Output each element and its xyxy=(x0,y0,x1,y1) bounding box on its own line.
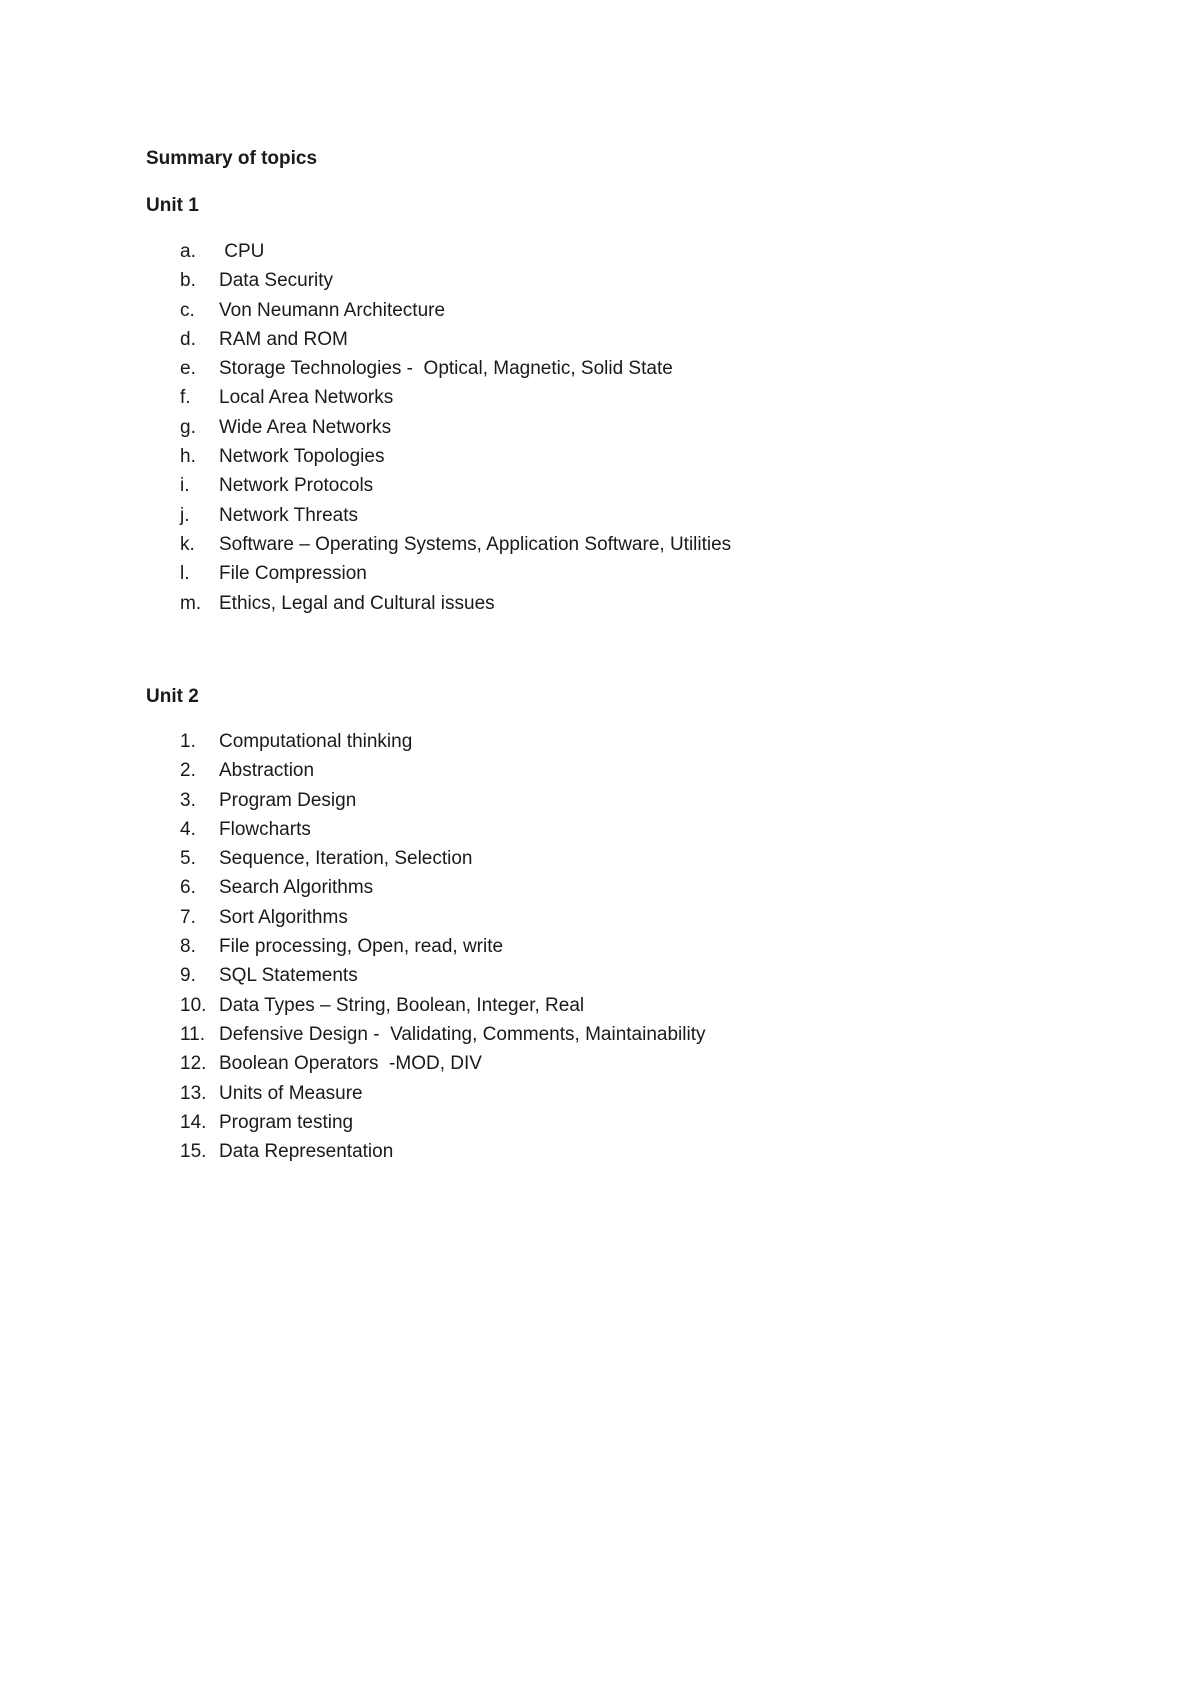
topic-text: Program testing xyxy=(219,1111,354,1133)
unit2-topic-item xyxy=(180,961,705,990)
topic-marker: 5. xyxy=(180,848,196,870)
topic-marker: b. xyxy=(180,270,196,292)
topic-marker: 10. xyxy=(180,994,207,1016)
unit1-topic-item xyxy=(180,325,731,354)
unit2-topic-item xyxy=(180,932,705,961)
unit2-topic-item xyxy=(180,1079,705,1108)
unit1-topic-item xyxy=(180,354,731,383)
topic-marker: 11. xyxy=(180,1023,206,1045)
topic-text: Wide Area Networks xyxy=(219,416,392,438)
unit2-topic-item xyxy=(180,844,705,873)
unit1-topic-item xyxy=(180,296,731,325)
topic-marker: h. xyxy=(180,446,196,468)
topic-text: Network Topologies xyxy=(219,446,385,468)
unit1-topic-list xyxy=(180,237,731,618)
unit2-heading: Unit 2 xyxy=(146,686,199,707)
unit2-topic-item xyxy=(180,727,705,756)
topic-marker: 8. xyxy=(180,936,196,958)
topic-text: Search Algorithms xyxy=(219,877,374,899)
document-title: Summary of topics xyxy=(146,148,318,169)
topic-marker: 6. xyxy=(180,877,196,899)
topic-marker: a. xyxy=(180,241,196,262)
topic-marker: e. xyxy=(180,358,196,380)
topic-marker: d. xyxy=(180,328,196,350)
topic-text: File processing, Open, read, write xyxy=(219,936,504,958)
unit1-topic-item xyxy=(180,559,731,588)
topic-text: Sort Algorithms xyxy=(219,906,348,928)
unit1-topic-item xyxy=(180,266,731,295)
topic-marker: 9. xyxy=(180,965,196,987)
unit2-topic-item xyxy=(180,903,705,932)
topic-marker: 13. xyxy=(180,1082,207,1104)
topic-text: Computational thinking xyxy=(219,731,413,752)
topic-marker: k. xyxy=(180,533,195,555)
unit1-topic-item xyxy=(180,237,731,266)
unit1-topic-item xyxy=(180,442,731,471)
topic-text: Storage Technologies - Optical, Magnetic, Solid State xyxy=(219,358,673,380)
topic-marker: f. xyxy=(180,387,191,409)
unit1-topic-item xyxy=(180,471,731,500)
unit1-topic-item xyxy=(180,501,731,530)
unit2-topic-item xyxy=(180,1137,705,1166)
topic-text: Ethics, Legal and Cultural issues xyxy=(219,592,495,614)
topic-text: Von Neumann Architecture xyxy=(219,299,446,321)
unit1-topic-item xyxy=(180,383,731,412)
unit2-topic-item xyxy=(180,991,705,1020)
topic-marker: j. xyxy=(180,504,190,526)
topic-text: RAM and ROM xyxy=(219,328,348,350)
topic-marker: 14. xyxy=(180,1111,207,1133)
unit1-topic-item xyxy=(180,589,731,618)
topic-marker: 4. xyxy=(180,818,196,840)
topic-marker: m. xyxy=(180,592,202,614)
topic-text: Program Design xyxy=(219,789,357,811)
topic-text: Software – Operating Systems, Application Software, Utilities xyxy=(219,533,732,555)
topic-marker: 7. xyxy=(180,906,196,928)
unit2-topic-item xyxy=(180,756,705,785)
topic-marker: i. xyxy=(180,475,190,497)
topic-text: Units of Measure xyxy=(219,1082,363,1104)
topic-text: Data Types – String, Boolean, Integer, Real xyxy=(219,994,585,1016)
topic-text: Sequence, Iteration, Selection xyxy=(219,848,473,870)
topic-text: File Compression xyxy=(219,563,367,585)
unit2-topic-item xyxy=(180,1049,705,1078)
unit1-heading: Unit 1 xyxy=(146,195,199,216)
topic-text: Network Protocols xyxy=(219,475,374,497)
topic-marker: 3. xyxy=(180,789,196,811)
topic-text: Data Security xyxy=(219,270,334,292)
topic-text: Local Area Networks xyxy=(219,387,394,409)
topic-text: Flowcharts xyxy=(219,818,311,840)
unit1-topic-item xyxy=(180,530,731,559)
unit2-topic-item xyxy=(180,1108,705,1137)
topic-marker: 15. xyxy=(180,1141,207,1163)
topic-text: Defensive Design - Validating, Comments, Maintainability xyxy=(219,1023,706,1045)
topic-text: Data Representation xyxy=(219,1141,394,1163)
topic-text: SQL Statements xyxy=(219,965,358,987)
topic-marker: 1. xyxy=(180,731,196,752)
topic-marker: 12. xyxy=(180,1053,207,1075)
unit2-topic-list xyxy=(180,727,705,1166)
topic-text: Network Threats xyxy=(219,504,359,526)
topic-marker: g. xyxy=(180,416,196,438)
topic-text: Boolean Operators -MOD, DIV xyxy=(219,1053,482,1075)
unit2-topic-item xyxy=(180,815,705,844)
unit1-topic-item xyxy=(180,413,731,442)
topic-text: CPU xyxy=(219,241,265,262)
topic-marker: l. xyxy=(180,563,190,585)
unit2-topic-item xyxy=(180,873,705,902)
topic-marker: 2. xyxy=(180,760,196,782)
topic-text: Abstraction xyxy=(219,760,315,782)
unit2-topic-item xyxy=(180,786,705,815)
topic-marker: c. xyxy=(180,299,195,321)
unit2-topic-item xyxy=(180,1020,705,1049)
